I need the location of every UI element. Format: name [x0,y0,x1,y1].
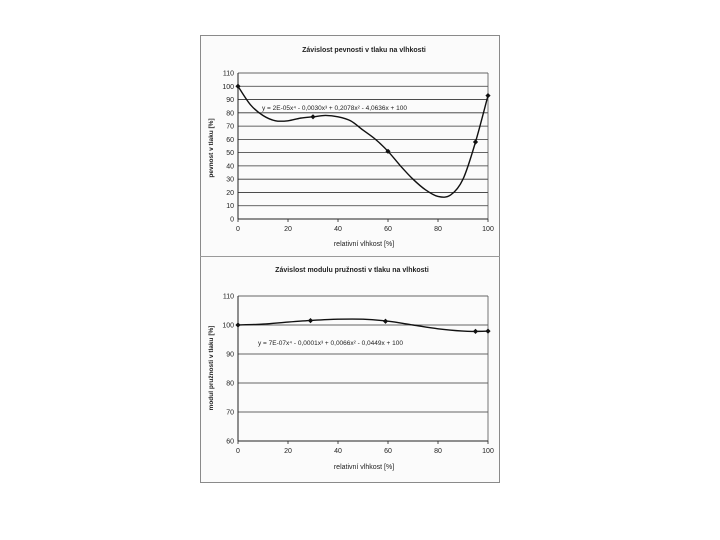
strength-xtick-label: 0 [236,226,240,233]
strength-ytick-label: 50 [226,150,234,158]
strength-ytick-label: 70 [226,123,234,131]
strength-xtick-label: 60 [384,226,392,233]
strength-ytick-label: 40 [226,163,234,171]
modulus-data-point [308,318,313,323]
modulus-xtick-label: 100 [482,448,494,455]
modulus-ytick-label: 80 [226,380,234,388]
strength-chart-ylabel: pevnost v tlaku [%] [208,118,215,178]
modulus-data-point [383,319,388,324]
modulus-data-point [473,329,478,334]
strength-ytick-label: 0 [230,216,234,224]
strength-xtick-label: 40 [334,226,342,233]
strength-chart-equation: y = 2E-05x⁴ - 0,0030x³ + 0,2078x² - 4,0636x + 100 [262,105,407,112]
strength-chart-xlabel: relativní vlhkost [%] [333,241,395,248]
modulus-xtick-label: 60 [384,448,392,455]
strength-ytick-label: 100 [222,83,234,91]
modulus-ytick-label: 100 [222,322,234,330]
strength-ytick-label: 10 [226,203,234,211]
modulus-xtick-label: 40 [334,448,342,455]
modulus-xtick-label: 80 [434,448,442,455]
strength-ytick-label: 90 [226,97,234,105]
modulus-xtick-label: 0 [236,448,240,455]
strength-xtick-label: 100 [482,226,494,233]
strength-ytick-label: 60 [226,136,234,144]
modulus-ytick-label: 90 [226,351,234,359]
strength-xtick-label: 80 [434,226,442,233]
strength-ytick-label: 80 [226,110,234,118]
strength-ytick-label: 30 [226,176,234,184]
strength-ytick-label: 20 [226,189,234,197]
modulus-chart-equation: y = 7E-07x⁴ - 0,0001x³ + 0,0066x² - 0,0449x + 100 [258,340,403,347]
modulus-xtick-label: 20 [284,448,292,455]
modulus-chart-title: Závislost modulu pružnosti v tlaku na vlhkosti [275,267,429,274]
modulus-ytick-label: 70 [226,409,234,417]
modulus-data-point [235,322,240,327]
modulus-ytick-label: 110 [222,293,234,301]
modulus-chart-xlabel: relativní vlhkost [%] [333,464,395,471]
modulus-ytick-label: 60 [226,438,234,446]
modulus-chart-ylabel: modul pružnosti v tlaku [%] [208,325,215,411]
modulus-data-point [485,328,490,333]
strength-chart-title: Závislost pevnosti v tlaku na vlhkosti [302,47,426,54]
strength-ytick-label: 110 [222,70,234,78]
strength-xtick-label: 20 [284,226,292,233]
